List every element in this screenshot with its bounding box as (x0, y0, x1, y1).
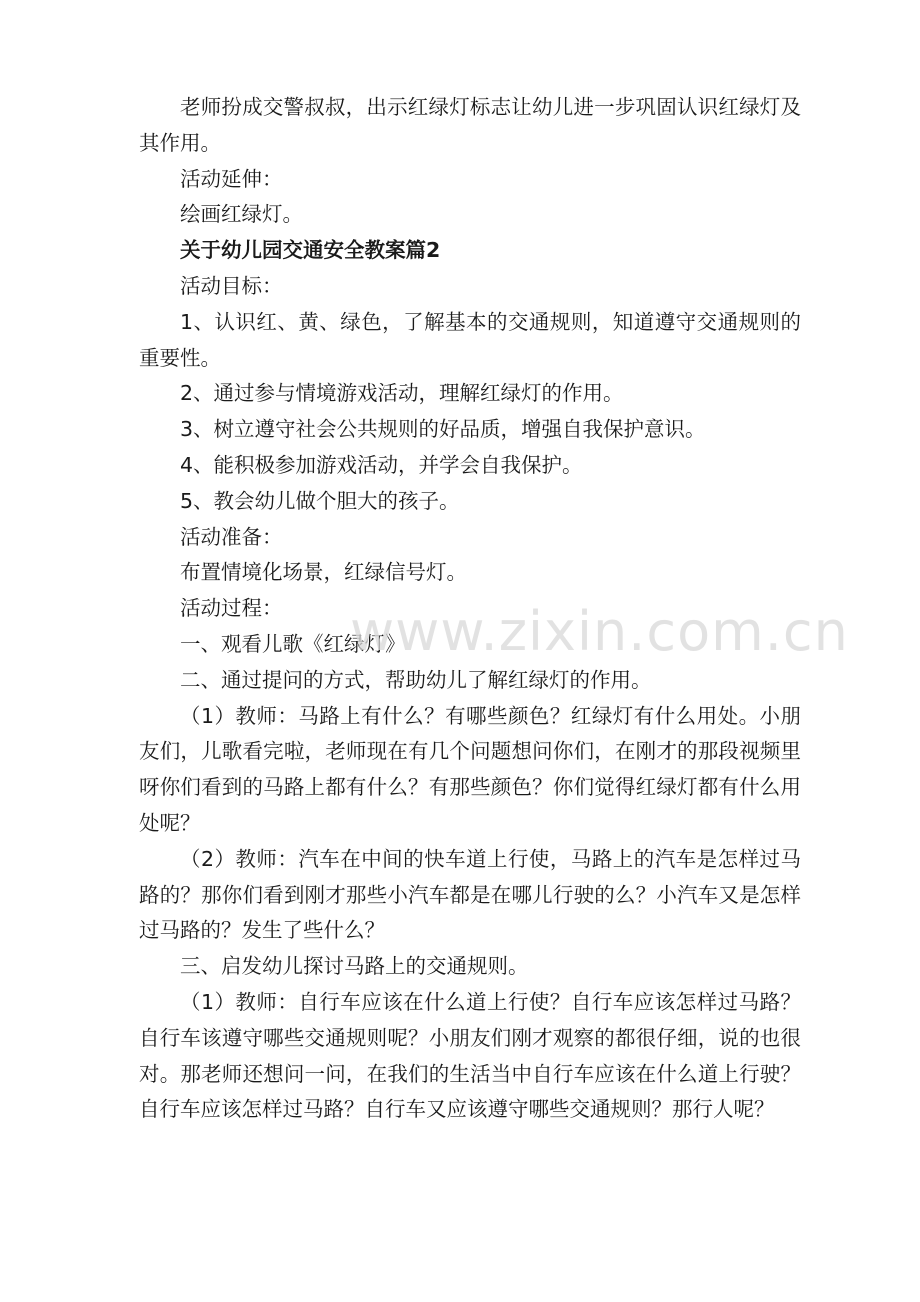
paragraph: 3、树立遵守社会公共规则的好品质，增强自我保护意识。 (180, 417, 706, 442)
paragraph: 二、通过提问的方式，帮助幼儿了解红绿灯的作用。 (180, 667, 652, 692)
watermark: www.zixin.com.cn (350, 600, 849, 663)
paragraph: 三、启发幼儿探讨马路上的交通规则。 (180, 954, 529, 979)
paragraph: 布置情境化场景，红绿信号灯。 (180, 560, 467, 585)
paragraph: 2、通过参与情境游戏活动，理解红绿灯的作用。 (180, 381, 624, 406)
paragraph: 1、认识红、黄、绿色，了解基本的交通规则，知道遵守交通规则的重要性。 (139, 309, 801, 370)
paragraph: 一、观看儿歌《红绿灯》 (180, 631, 406, 656)
paragraph: 活动延伸： (180, 166, 283, 191)
paragraph: 活动过程： (180, 596, 283, 621)
paragraph: 5、教会幼儿做个胆大的孩子。 (180, 488, 460, 513)
section-heading: 关于幼儿园交通安全教案篇2 (180, 238, 441, 263)
paragraph: 活动准备： (180, 524, 283, 549)
document-body (139, 90, 801, 1128)
paragraph: 4、能积极参加游戏活动，并学会自我保护。 (180, 452, 583, 477)
paragraph: （1）教师：自行车应该在什么道上行使？自行车应该怎样过马路？自行车该遵守哪些交通规则呢？小朋友们刚才观察的都很仔细，说的也很对。那老师还想问一问，在我们的生活当中自行车应该在什么道上行驶？自行车应该怎样过马路？自行车又应该遵守哪些交通规则？那行人呢？ (139, 989, 801, 1122)
paragraph: （1）教师：马路上有什么？有哪些颜色？红绿灯有什么用处。小朋友们，儿歌看完啦，老师现在有几个问题想问你们，在刚才的那段视频里呀你们看到的马路上都有什么？有那些颜色？你们觉得红绿灯都有什么用处呢？ (139, 703, 801, 835)
paragraph: 活动目标： (180, 273, 283, 298)
paragraph: 绘画红绿灯。 (180, 202, 303, 227)
paragraph: （2）教师：汽车在中间的快车道上行使，马路上的汽车是怎样过马路的？那你们看到刚才那些小汽车都是在哪儿行驶的么？小汽车又是怎样过马路的？发生了些什么？ (139, 846, 801, 943)
paragraph: 老师扮成交警叔叔，出示红绿灯标志让幼儿进一步巩固认识红绿灯及其作用。 (139, 95, 801, 155)
